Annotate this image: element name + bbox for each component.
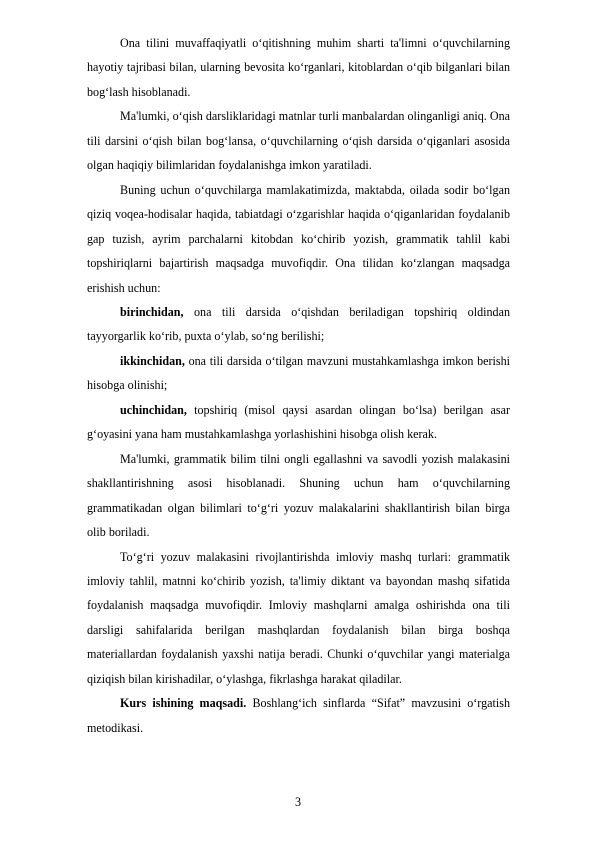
paragraph-text: Boshlang‘ich sinflarda “Sifat” mavzusini o‘rgatish metodikasi.: [87, 696, 510, 735]
paragraph-text: Ona tilini muvaffaqiyatli o‘qitishning muhim sharti ta'limni o‘quvchilarning hayotiy tajribasi bilan, ularning bevosita ko‘rganlari, kitoblardan o‘qib bilganlari bilan bog‘lash hisoblanadi.: [87, 36, 510, 99]
paragraph-9: [87, 691, 510, 740]
paragraph-text: Ma'lumki, o‘qish darsliklaridagi matnlar turli manbalardan olinganligi aniq. Ona tili darsini o‘qish bilan bog‘lansa, o‘quvchilarning o‘qish darsida o‘qiganlari asosida olgan haqiqiy bilimlaridan foydalanishga imkon yaratiladi.: [87, 109, 510, 173]
paragraph-text: Buning uchun o‘quvchilarga mamlakatimizda, maktabda, oilada sodir bo‘lgan qiziq voqea-hodisalar haqida, tabiatdagi o‘zgarishlar haqida o‘qiganlaridan foydalanib gap tuzish, ayrim parchalarni kitobdan ko‘chirib yozish, grammatik tahlil kabi topshiriqlarni bajartirish maqsadga muvofiqdir. Ona tilidan ko‘zlangan maqsadga erishish uchun:: [87, 182, 510, 295]
paragraph-3: [87, 178, 510, 300]
document-page: [87, 31, 510, 740]
paragraph-4: [87, 300, 510, 349]
paragraph-lead: ikkinchidan,: [120, 353, 185, 368]
paragraph-8: [87, 545, 510, 692]
paragraph-text: topshiriq (misol qaysi asardan olingan bo‘lsa) berilgan asar g‘oyasini yana ham mustahkamlashga yorlashishini hisobga olish kerak.: [87, 402, 510, 442]
paragraph-6: [87, 398, 510, 447]
paragraph-text: ona tili darsida o‘qishdan beriladigan topshiriq oldindan tayyorgarlik ko‘rib, puxta o‘ylab, so‘ng berilishi;: [87, 304, 510, 344]
page-number: 3: [294, 795, 302, 809]
paragraph-text: Ma'lumki, grammatik bilim tilni ongli egallashni va savodli yozish malakasini shakllantirishning asosi hisoblanadi. Shuning uchun ham o‘quvchilarning grammatikadan olgan bilimlari to‘g‘ri yozuv malakalarini shakllantirish bilan birga olib boriladi.: [87, 451, 510, 540]
paragraph-text: To‘g‘ri yozuv malakasini rivojlantirishda imloviy mashq turlari: grammatik imloviy tahlil, matnni ko‘chirib yozish, ta'limiy diktant va bayondan mashq sifatida foydalanish maqsadga muvofiqdir. Imloviy mashqlarni amalga oshirishda ona tili darsligi sahifalarida berilgan mashqlardan foydalanish bilan birga boshqa materiallardan foydalanish yaxshi natija beradi. Chunki o‘quvchilar yangi materialga qiziqish bilan kirishadilar, o‘ylashga, fikrlashga harakat qiladilar.: [87, 549, 510, 686]
paragraph-2: [87, 104, 510, 177]
paragraph-lead: uchinchidan,: [120, 402, 187, 417]
paragraph-text: ona tili darsida o‘tilgan mavzuni mustahkamlashga imkon berishi hisobga olinishi;: [87, 353, 510, 393]
paragraph-1: [87, 31, 510, 104]
paragraph-lead: birinchidan,: [120, 304, 184, 319]
paragraph-5: [87, 349, 510, 398]
paragraph-7: [87, 447, 510, 545]
paragraph-lead: Kurs ishining maqsadi.: [120, 696, 247, 711]
